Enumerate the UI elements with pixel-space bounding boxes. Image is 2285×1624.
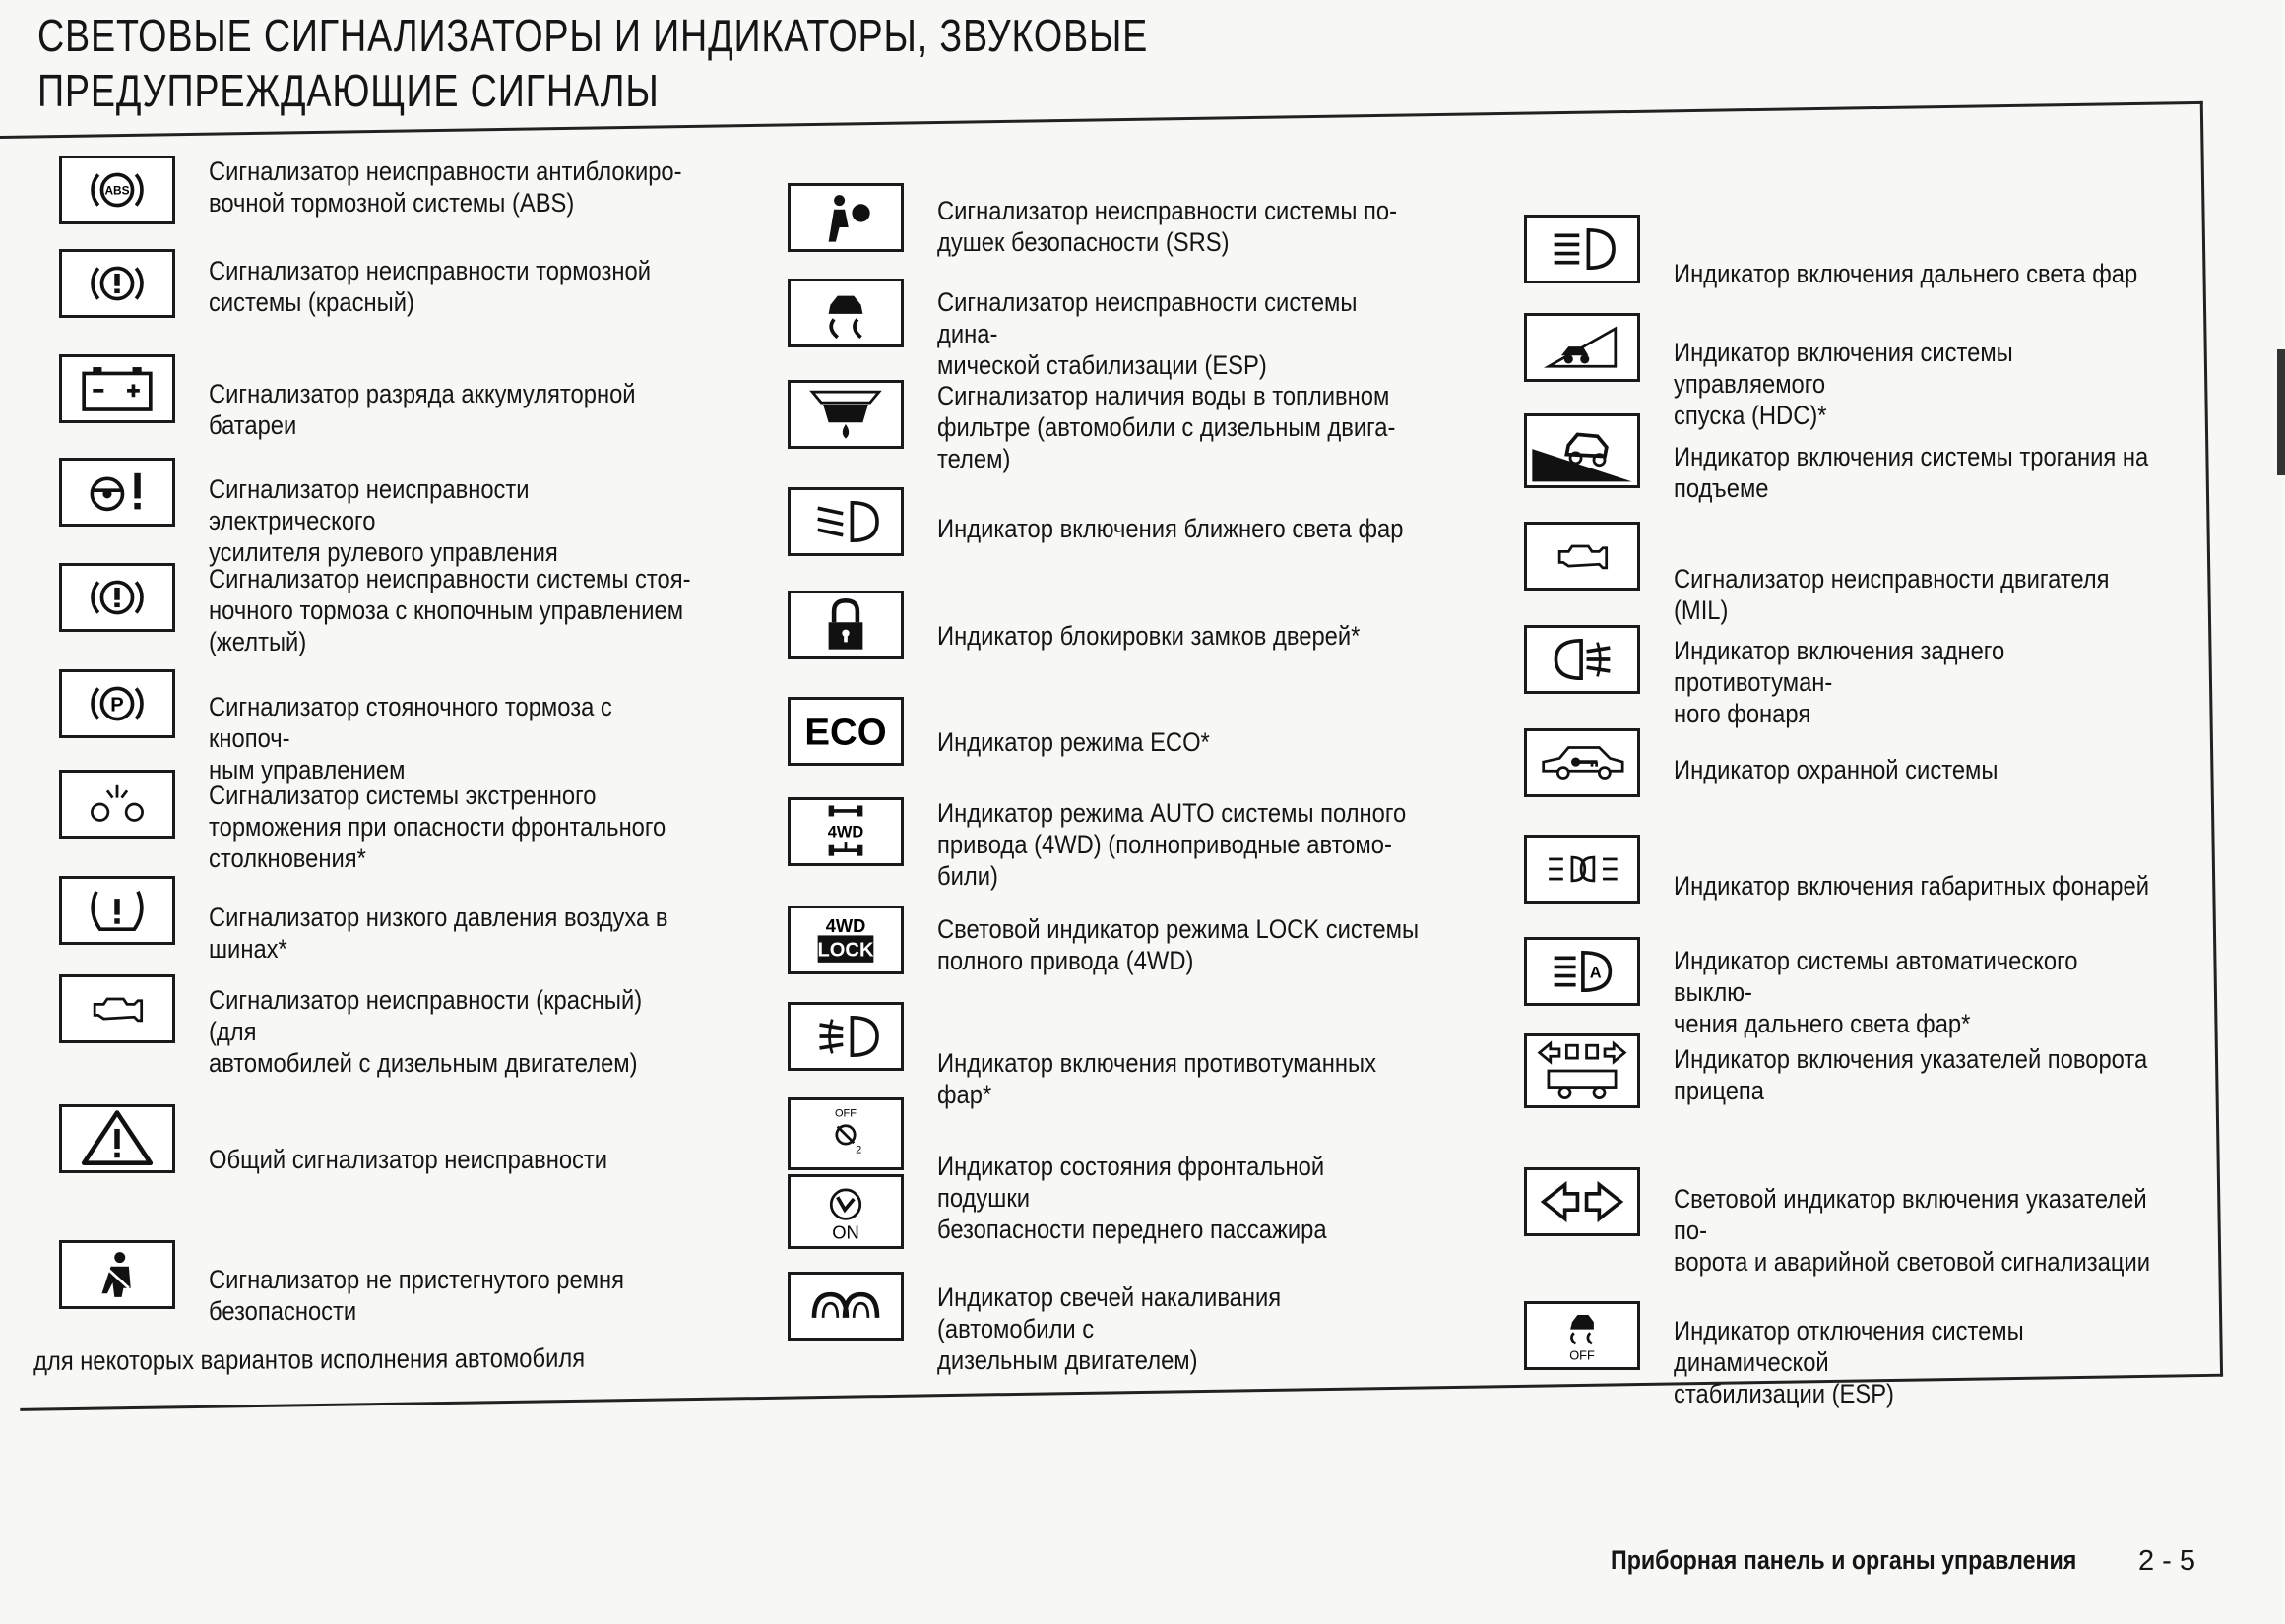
page-title [37,8,1148,118]
eco-icon [788,697,904,766]
off-label: OFF [1569,1347,1595,1363]
door-lock-icon [788,591,904,659]
item-text: Сигнализатор разряда аккумуляторной батареи [209,379,636,440]
item-text: Сигнализатор неисправности (красный) (для автомобилей с дизельным двигателем) [209,985,643,1078]
item-text: Индикатор включения системы трогания на подъеме [1674,442,2149,503]
item-text: Индикатор включения противотуманных фар* [937,1048,1376,1109]
page-title-line-2: ПРЕДУПРЕЖДАЮЩИЕ СИГНАЛЫ [37,65,660,116]
glow-plug-icon [788,1272,904,1341]
4wd-lock-icon [788,906,904,974]
lock-label: LOCK [817,939,874,962]
item-text: Индикатор охранной системы [1674,755,1999,784]
parking-p-icon [59,669,175,738]
turn-signals-icon [1524,1167,1640,1236]
item-text: Индикатор включения дальнего света фар [1674,259,2138,288]
steering-exclamation-icon [59,458,175,527]
item-text: Индикатор блокировки замков дверей* [937,621,1361,651]
high-beam-icon [1524,215,1640,283]
water-in-fuel-icon [788,380,904,449]
seatbelt-icon [59,1240,175,1309]
low-beam-icon [788,487,904,556]
check-engine-icon [1524,522,1640,591]
4wd-label: 4WD [827,823,864,842]
airbag-icon [788,183,904,252]
security-car-icon [1524,728,1640,797]
warning-triangle-icon [59,1104,175,1173]
item-text: Общий сигнализатор неисправности [209,1145,608,1174]
item-text: Индикатор режима ECO* [937,727,1210,757]
page-number: 2 - 5 [2138,1545,2196,1577]
item-text: Индикатор включения системы управляемого спуска (HDC)* [1674,338,2013,430]
item-text: Сигнализатор неисправности системы стоя- ночного тормоза с кнопочным управлением (желтый) [209,564,691,656]
on-label: ON [832,1221,859,1243]
svg-text:2: 2 [856,1144,862,1156]
4wd-label: 4WD [825,914,866,936]
svg-text:ABS: ABS [104,183,130,198]
item-text: Индикатор свечей накаливания (автомобили с дизельным двигателем) [937,1282,1282,1375]
item-text: Сигнализатор стояночного тормоза с кнопоч- ным управлением [209,692,612,784]
item-text: Сигнализатор неисправности антиблокиро- вочной тормозной системы (ABS) [209,156,682,218]
battery-icon [59,354,175,423]
item-text: Индикатор включения указателей поворота прицепа [1674,1044,2148,1105]
item-text: Сигнализатор неисправности тормозной системы (красный) [209,256,652,317]
item-text: Индикатор состояния фронтальной подушки безопасности переднего пассажира [937,1152,1327,1244]
item-text: Сигнализатор системы экстренного торможения при опасности фронтального столкновения* [209,781,666,873]
item-text: Сигнализатор неисправности системы по- душек безопасности (SRS) [937,196,1398,257]
item-text: Сигнализатор неисправности системы дина- мической стабилизации (ESP) [937,287,1358,380]
page-title-line-1: СВЕТОВЫЕ СИГНАЛИЗАТОРЫ И ИНДИКАТОРЫ, ЗВУКОВЫЕ [37,10,1149,61]
abs-circle-icon [59,156,175,224]
item-text: Световой индикатор включения указателей по- ворота и аварийной световой сигнализации [1674,1184,2151,1277]
item-text: Сигнализатор низкого давления воздуха в шинах* [209,903,668,964]
hill-descent-icon [1524,313,1640,382]
footer-section-title: Приборная панель и органы управления [1611,1545,2077,1575]
side-tab-marker [2277,349,2285,475]
off-label: OFF [834,1107,857,1120]
footnote: для некоторых вариантов исполнения автомобиля [33,1343,586,1376]
item-text: Световой индикатор режима LOCK системы полного привода (4WD) [937,914,1420,975]
eco-label: ECO [804,711,887,754]
position-lamps-icon [1524,835,1640,904]
tire-pressure-icon [59,876,175,945]
svg-text:A: A [1589,964,1602,982]
item-text: Индикатор включения заднего противотуман- ного фонаря [1674,636,2005,728]
passenger-airbag-icon [788,1097,904,1170]
item-text: Сигнализатор наличия воды в топливном фильтре (автомобили с дизельным двига- телем) [937,381,1396,473]
collision-warning-icon [59,770,175,839]
engine-icon [59,974,175,1043]
rear-fog-icon [1524,625,1640,694]
item-text: Сигнализатор неисправности электрического усилителя рулевого управления [209,474,558,567]
hill-start-icon [1524,413,1640,488]
item-text: Индикатор включения ближнего света фар [937,514,1404,543]
parking-brake-exclamation-icon [59,563,175,632]
esp-off-icon [1524,1301,1640,1370]
auto-high-beam-icon [1524,937,1640,1006]
passenger-airbag-on-icon [788,1174,904,1249]
item-text: Сигнализатор неисправности двигателя (MIL) [1674,564,2110,625]
front-fog-icon [788,1002,904,1071]
esp-skid-icon [788,279,904,347]
item-text: Индикатор режима AUTO системы полного привода (4WD) (полноприводные автомо- били) [937,798,1407,891]
item-text: Индикатор отключения системы динамической стабилизации (ESP) [1674,1316,2024,1408]
svg-text:P: P [110,694,124,717]
4wd-auto-icon [788,797,904,866]
item-text: Индикатор системы автоматического выклю- чения дальнего света фар* [1674,946,2078,1038]
trailer-turn-icon [1524,1033,1640,1108]
item-text: Сигнализатор не пристегнутого ремня безопасности [209,1265,625,1326]
item-text: Индикатор включения габаритных фонарей [1674,871,2149,901]
brake-circle-icon [59,249,175,318]
